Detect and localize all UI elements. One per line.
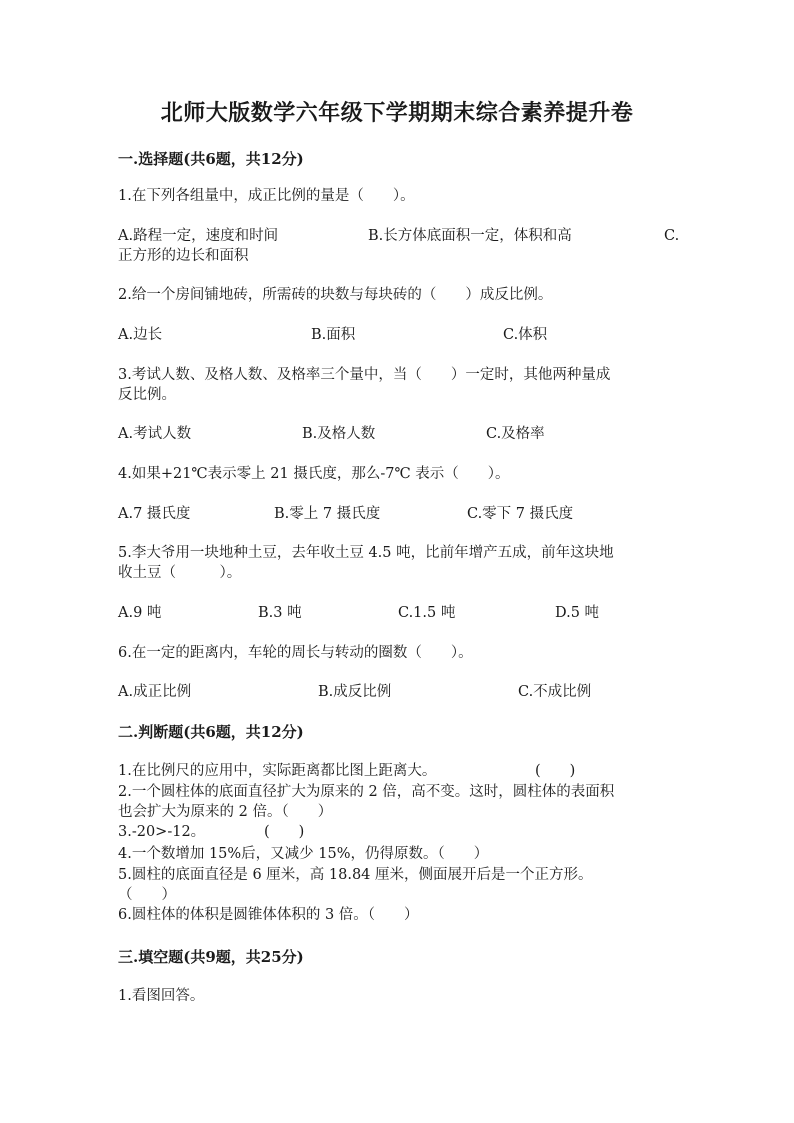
choice-q3-option-a: A.考试人数 (118, 426, 192, 442)
choice-q5-option-b: B.3 吨 (258, 605, 302, 621)
choice-q1-option-c-text: 正方形的边长和面积 (118, 248, 249, 264)
judge-q3-answer-paren: ( ) (264, 824, 305, 840)
choice-q1-stem: 1.在下列各组量中，成正比例的量是（ ）。 (118, 188, 415, 204)
page-title: 北师大版数学六年级下学期期末综合素养提升卷 (160, 100, 634, 126)
section-heading-choice: 一.选择题(共6题，共12分) (118, 150, 304, 168)
choice-q1-option-c-label: C. (664, 228, 680, 244)
choice-q5-option-d: D.5 吨 (555, 605, 600, 621)
judge-q2-stem-line1: 2.一个圆柱体的底面直径扩大为原来的 2 倍，高不变。这时，圆柱体的表面积 (118, 784, 615, 800)
choice-q6-option-a: A.成正比例 (118, 684, 192, 700)
choice-q3-stem-line2: 反比例。 (118, 387, 176, 403)
section-heading-fill-blank: 三.填空题(共9题，共25分) (118, 948, 304, 966)
choice-q4-option-a: A.7 摄氏度 (118, 506, 191, 522)
choice-q5-option-c: C.1.5 吨 (398, 605, 456, 621)
judge-q5-stem-line1: 5.圆柱的底面直径是 6 厘米，高 18.84 厘米，侧面展开后是一个正方形。 (118, 867, 593, 883)
judge-q3-stem: 3.-20>-12。 (118, 824, 206, 840)
choice-q3-option-c: C.及格率 (486, 426, 545, 442)
choice-q1-option-a: A.路程一定，速度和时间 (118, 228, 279, 244)
choice-q5-stem-line1: 5.李大爷用一块地种土豆，去年收土豆 4.5 吨，比前年增产五成，前年这块地 (118, 545, 614, 561)
choice-q1-option-b: B.长方体底面积一定，体积和高 (368, 228, 572, 244)
choice-q2-option-b: B.面积 (311, 327, 356, 343)
choice-q4-option-b: B.零上 7 摄氏度 (274, 506, 381, 522)
choice-q6-stem: 6.在一定的距离内，车轮的周长与转动的圈数（ ）。 (118, 645, 473, 661)
choice-q2-option-c: C.体积 (503, 327, 548, 343)
choice-q4-stem: 4.如果+21℃表示零上 21 摄氏度，那么-7℃ 表示（ ）。 (118, 466, 510, 482)
judge-q4-stem: 4.一个数增加 15%后，又减少 15%，仍得原数。（ ） (118, 846, 489, 862)
judge-q5-stem-line2: （ ） (118, 887, 176, 903)
choice-q5-stem-line2: 收土豆（ ）。 (118, 565, 242, 581)
section-heading-judgement: 二.判断题(共6题，共12分) (118, 723, 304, 741)
fill-q1-stem: 1.看图回答。 (118, 988, 205, 1004)
choice-q3-option-b: B.及格人数 (302, 426, 376, 442)
judge-q1-answer-paren: ( ) (535, 763, 576, 779)
judge-q6-stem: 6.圆柱体的体积是圆锥体体积的 3 倍。（ ） (118, 907, 419, 923)
choice-q4-option-c: C.零下 7 摄氏度 (467, 506, 574, 522)
choice-q3-stem-line1: 3.考试人数、及格人数、及格率三个量中，当（ ）一定时，其他两种量成 (118, 367, 611, 383)
choice-q5-option-a: A.9 吨 (118, 605, 162, 621)
judge-q2-stem-line2: 也会扩大为原来的 2 倍。（ ） (118, 804, 333, 820)
choice-q2-stem: 2.给一个房间铺地砖，所需砖的块数与每块砖的（ ）成反比例。 (118, 287, 553, 303)
choice-q6-option-b: B.成反比例 (318, 684, 392, 700)
judge-q1-stem: 1.在比例尺的应用中，实际距离都比图上距离大。 (118, 763, 437, 779)
choice-q6-option-c: C.不成比例 (518, 684, 592, 700)
choice-q2-option-a: A.边长 (118, 327, 163, 343)
